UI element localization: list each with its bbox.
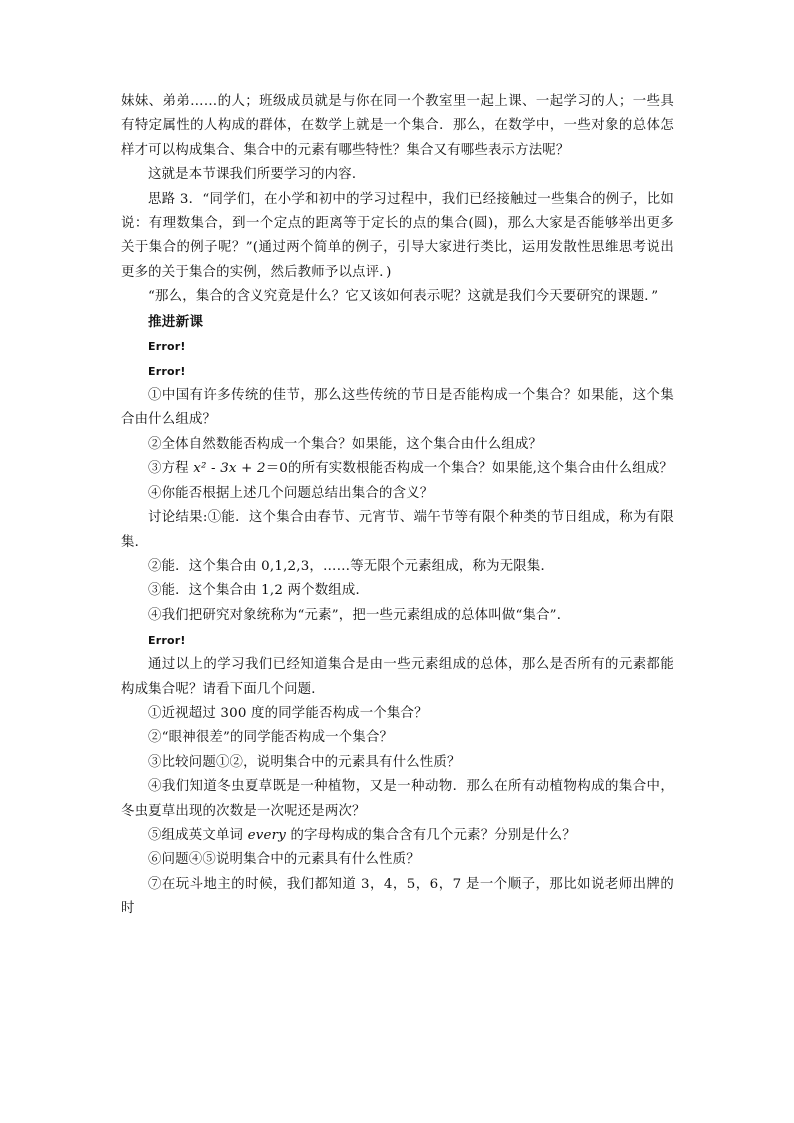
question-equation-suffix: ＝0的所有实数根能否构成一个集合？如果能,这个集合由什么组成？ (265, 461, 674, 477)
result-infinite-set: ②能．这个集合由 0,1,2,3，……等无限个元素组成，称为无限集． (148, 558, 555, 574)
word-every: every (247, 827, 286, 843)
question-festivals: ①中国有许多传统的佳节，那么这些传统的节日是否能构成一个集合？如果能，这个集合由什么组成？ (121, 388, 674, 428)
paragraph-lesson-content: 这就是本节课我们所要学习的内容． (148, 167, 366, 183)
paragraph-intro-continued: 妹妹、弟弟……的人；班级成员就是与你在同一个教室里一起上课、一起学习的人；一些具有特定属性的人构成的群体，在数学上就是一个集合．那么，在数学中，一些对象的总体怎样才可以构成集合、集合中的元素有哪些特性？集合又有哪些表示方法呢？ (121, 94, 674, 158)
result-definition: ④我们把研究对象统称为“元素”，把一些元素组成的总体叫做“集合”． (148, 607, 571, 623)
question-word-suffix: 的字母构成的集合含有几个元素？分别是什么？ (285, 827, 576, 843)
question-card-game: ⑦在玩斗地主的时候，我们都知道 3，4，5，6，7 是一个顺子，那比如说老师出牌的时 (121, 876, 674, 917)
question-myopia: ①近视超过 300 度的同学能否构成一个集合？ (148, 705, 428, 721)
section-heading-new-lesson: 推进新课 (148, 313, 204, 330)
question-word-prefix: ⑤组成英文单词 (148, 827, 248, 843)
equation-expression: x² - 3x + 2 (193, 461, 266, 477)
error-placeholder-3: Error! (148, 634, 186, 648)
question-word-letters (121, 824, 674, 848)
document-body (121, 90, 674, 922)
question-equation-prefix: ③方程 (148, 461, 194, 477)
error-placeholder-1: Error! (148, 340, 186, 354)
paragraph-approach-3: 思路 3．“同学们，在小学和初中的学习过程中，我们已经接触过一些集合的例子，比如说：有理数集合，到一个定点的距离等于定长的点的集合(圆)，那么大家是否能够举出更多关于集合的例子呢？”(通过两个简单的例子，引导大家进行类比，运用发散性思维思考说出更多的关于集合的实例，然后教师予以点评．) (121, 191, 674, 280)
error-placeholder-2: Error! (148, 365, 186, 379)
question-equation-roots (121, 457, 674, 481)
question-element-property: ⑥问题④⑤说明集合中的元素具有什么性质？ (148, 852, 420, 868)
result-equation-set: ③能．这个集合由 1,2 两个数组成． (148, 583, 370, 599)
question-poor-eyesight: ②“眼神很差”的同学能否构成一个集合？ (148, 730, 394, 746)
question-compare: ③比较问题①②，说明集合中的元素具有什么性质？ (148, 754, 461, 770)
question-cordyceps: ④我们知道冬虫夏草既是一种植物，又是一种动物．那么在所有动植物构成的集合中，冬虫夏草出现的次数是一次呢还是两次？ (121, 779, 674, 819)
question-summarize-set: ④你能否根据上述几个问题总结出集合的含义？ (148, 485, 434, 501)
result-finite-set: 讨论结果:①能．这个集合由春节、元宵节、端午节等有限个种类的节日组成，称为有限集． (121, 510, 674, 550)
question-natural-numbers: ②全体自然数能否构成一个集合？如果能，这个集合由什么组成？ (148, 436, 543, 452)
paragraph-element-properties: 通过以上的学习我们已经知道集合是由一些元素组成的总体，那么是否所有的元素都能构成集合呢？请看下面几个问题． (121, 657, 674, 697)
paragraph-topic-question: “那么，集合的含义究竟是什么？它又该如何表示呢？这就是我们今天要研究的课题．” (148, 289, 659, 305)
